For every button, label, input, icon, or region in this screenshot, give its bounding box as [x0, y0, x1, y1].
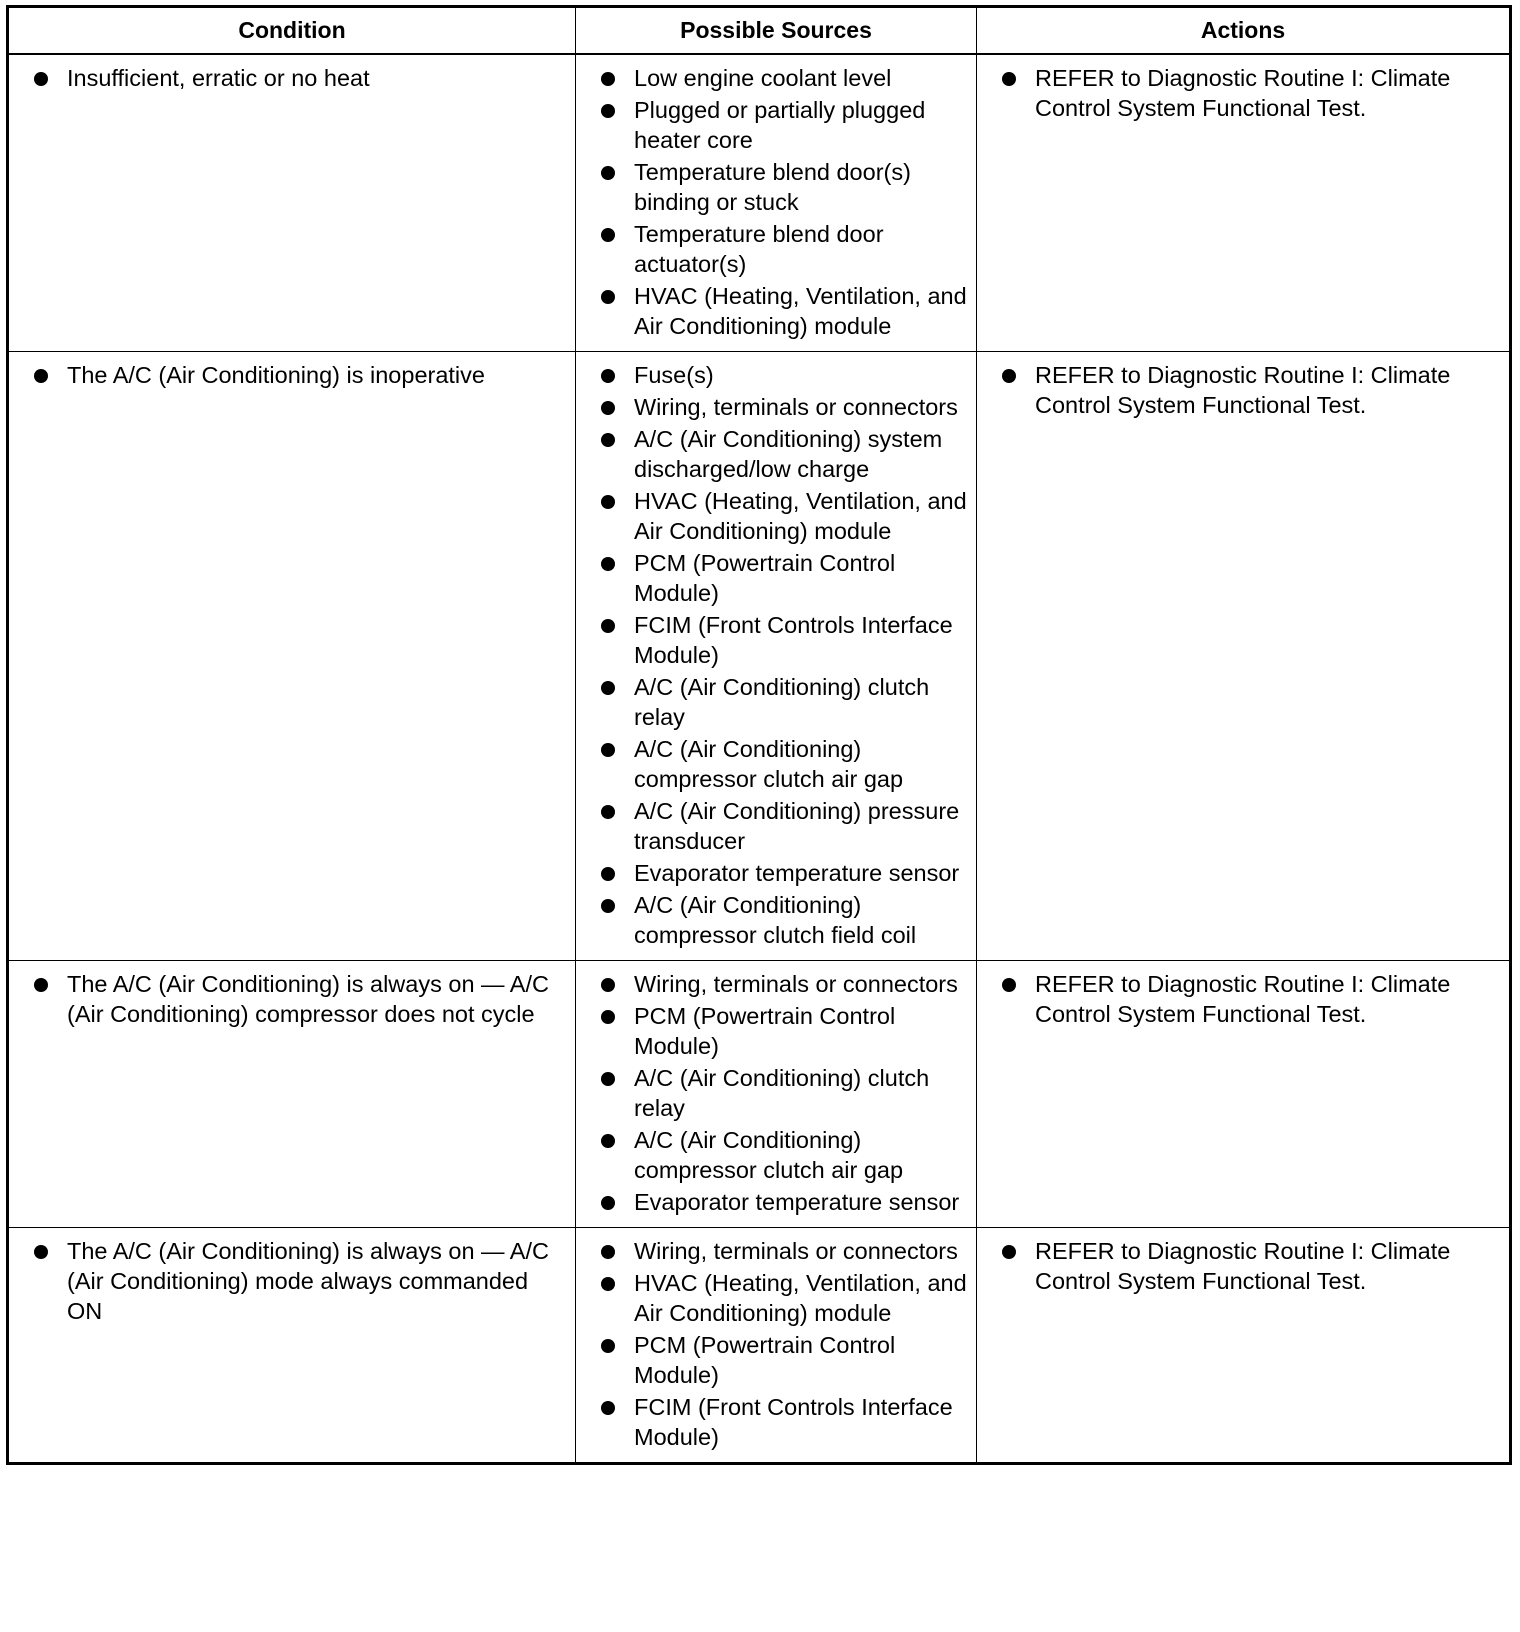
source-item: Evaporator temperature sensor: [576, 858, 968, 888]
condition-cell: [8, 352, 576, 961]
actions-cell: [977, 961, 1511, 1228]
condition-item: The A/C (Air Conditioning) is always on — A/C (Air Conditioning) compressor does not cycle: [9, 969, 567, 1029]
action-item: REFER to Diagnostic Routine I: Climate Control System Functional Test.: [977, 63, 1501, 123]
source-item: FCIM (Front Controls Interface Module): [576, 610, 968, 670]
condition-cell: [8, 1228, 576, 1464]
source-item: HVAC (Heating, Ventilation, and Air Conditioning) module: [576, 281, 968, 341]
source-item: A/C (Air Conditioning) pressure transducer: [576, 796, 968, 856]
sources-cell: [576, 961, 977, 1228]
condition-cell: [8, 54, 576, 352]
table-row: [8, 961, 1511, 1228]
header-condition: Condition: [8, 7, 576, 55]
source-item: Wiring, terminals or connectors: [576, 969, 968, 999]
source-item: Plugged or partially plugged heater core: [576, 95, 968, 155]
sources-cell: [576, 352, 977, 961]
sources-cell: [576, 54, 977, 352]
diagnostic-table: [6, 5, 1512, 1465]
source-item: A/C (Air Conditioning) clutch relay: [576, 1063, 968, 1123]
condition-cell: [8, 961, 576, 1228]
source-item: Wiring, terminals or connectors: [576, 1236, 968, 1266]
sources-list: [576, 961, 976, 1227]
condition-list: [9, 961, 575, 1039]
source-item: Low engine coolant level: [576, 63, 968, 93]
source-item: Temperature blend door(s) binding or stuck: [576, 157, 968, 217]
table-row: [8, 54, 1511, 352]
source-item: Wiring, terminals or connectors: [576, 392, 968, 422]
source-item: A/C (Air Conditioning) compressor clutch field coil: [576, 890, 968, 950]
source-item: Fuse(s): [576, 360, 968, 390]
actions-list: [977, 352, 1509, 430]
source-item: FCIM (Front Controls Interface Module): [576, 1392, 968, 1452]
action-item: REFER to Diagnostic Routine I: Climate Control System Functional Test.: [977, 360, 1501, 420]
condition-list: [9, 55, 575, 103]
table-row: [8, 1228, 1511, 1464]
source-item: PCM (Powertrain Control Module): [576, 1330, 968, 1390]
condition-item: Insufficient, erratic or no heat: [9, 63, 567, 93]
source-item: A/C (Air Conditioning) clutch relay: [576, 672, 968, 732]
sources-cell: [576, 1228, 977, 1464]
source-item: PCM (Powertrain Control Module): [576, 548, 968, 608]
condition-list: [9, 1228, 575, 1336]
header-row: [8, 7, 1511, 55]
source-item: Temperature blend door actuator(s): [576, 219, 968, 279]
source-item: HVAC (Heating, Ventilation, and Air Conditioning) module: [576, 1268, 968, 1328]
condition-item: The A/C (Air Conditioning) is inoperative: [9, 360, 567, 390]
condition-list: [9, 352, 575, 400]
sources-list: [576, 55, 976, 351]
header-actions: Actions: [977, 7, 1511, 55]
header-possible-sources: Possible Sources: [576, 7, 977, 55]
actions-cell: [977, 54, 1511, 352]
action-item: REFER to Diagnostic Routine I: Climate Control System Functional Test.: [977, 1236, 1501, 1296]
sources-list: [576, 1228, 976, 1462]
condition-item: The A/C (Air Conditioning) is always on — A/C (Air Conditioning) mode always commanded ON: [9, 1236, 567, 1326]
action-item: REFER to Diagnostic Routine I: Climate Control System Functional Test.: [977, 969, 1501, 1029]
source-item: PCM (Powertrain Control Module): [576, 1001, 968, 1061]
actions-list: [977, 961, 1509, 1039]
actions-cell: [977, 1228, 1511, 1464]
source-item: A/C (Air Conditioning) system discharged/low charge: [576, 424, 968, 484]
source-item: Evaporator temperature sensor: [576, 1187, 968, 1217]
sources-list: [576, 352, 976, 960]
source-item: A/C (Air Conditioning) compressor clutch air gap: [576, 734, 968, 794]
table-row: [8, 352, 1511, 961]
actions-list: [977, 55, 1509, 133]
source-item: A/C (Air Conditioning) compressor clutch air gap: [576, 1125, 968, 1185]
actions-cell: [977, 352, 1511, 961]
source-item: HVAC (Heating, Ventilation, and Air Conditioning) module: [576, 486, 968, 546]
actions-list: [977, 1228, 1509, 1306]
